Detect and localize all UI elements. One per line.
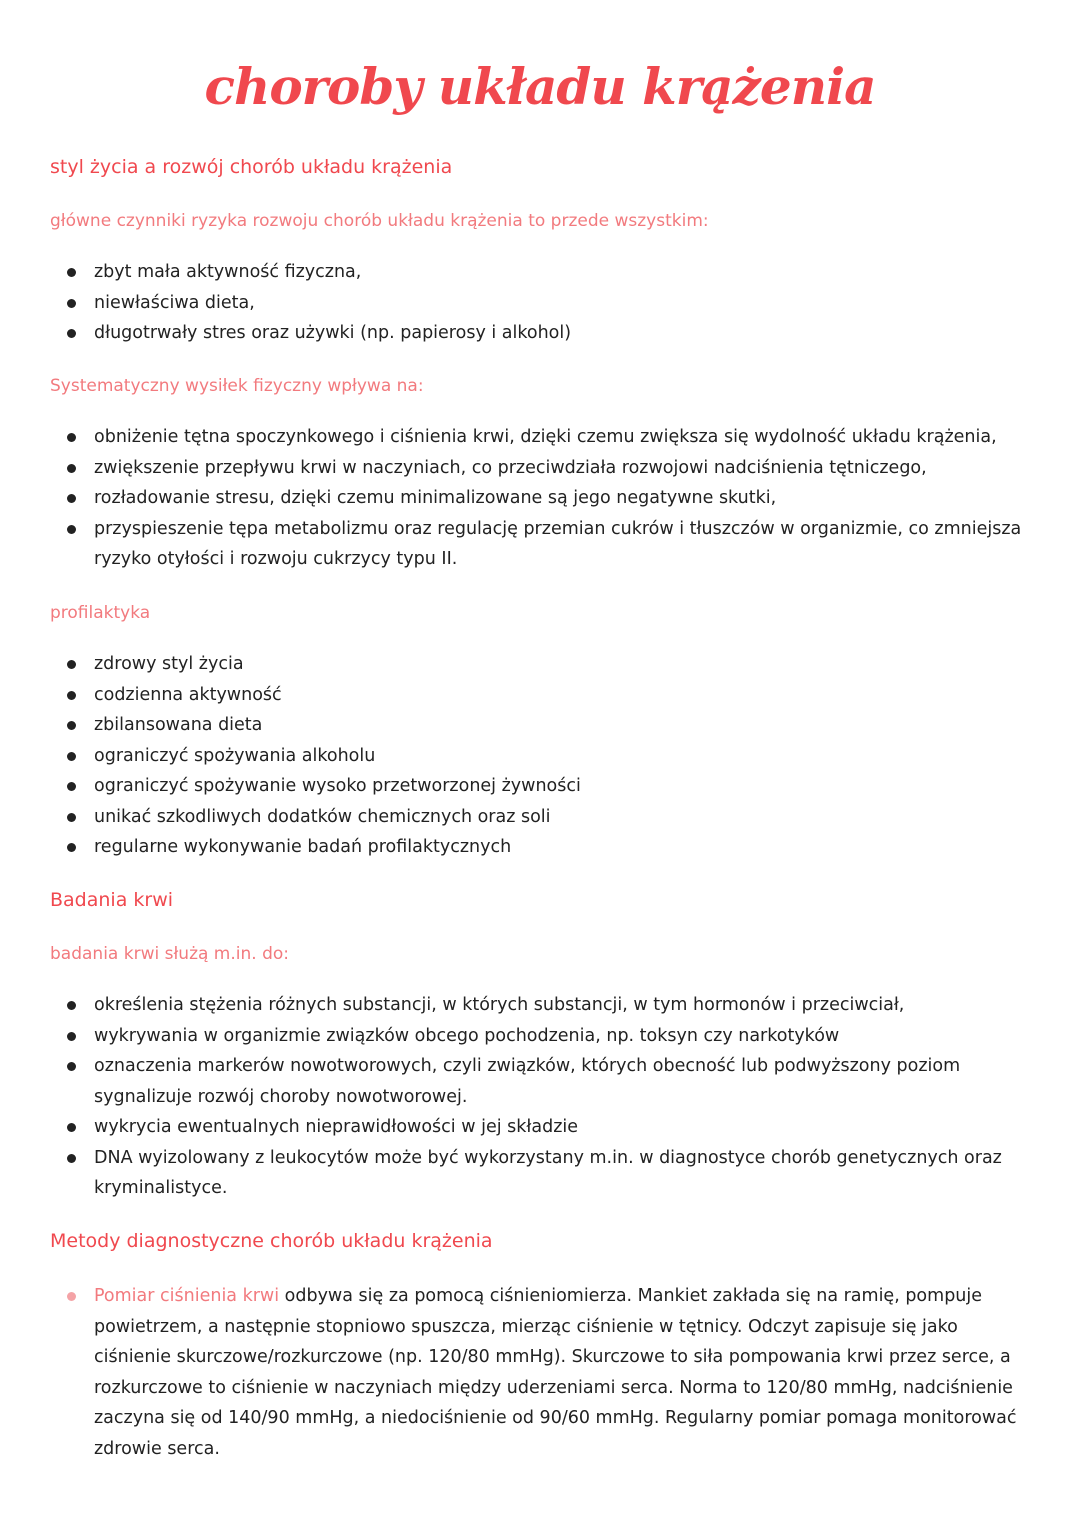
list-item <box>0 710 1024 741</box>
exercise-effects-list <box>0 422 1024 575</box>
bullet-icon <box>67 299 76 308</box>
list-item <box>0 802 1024 833</box>
bullet-icon <box>67 1123 76 1132</box>
section-heading-blood-tests: Badania krwi <box>50 889 174 911</box>
bullet-icon <box>67 1062 76 1071</box>
bullet-icon <box>67 691 76 700</box>
risk-factors-intro: główne czynniki ryzyka rozwoju chorób układu krążenia to przede wszystkim: <box>50 211 709 231</box>
list-item-text: zwiększenie przepływu krwi w naczyniach, co przeciwdziała rozwojowi nadciśnienia tętniczego, <box>94 457 927 478</box>
bullet-icon <box>67 433 76 442</box>
list-item <box>0 257 1024 288</box>
bullet-icon <box>67 660 76 669</box>
bullet-icon <box>67 494 76 503</box>
list-item <box>0 832 1024 863</box>
list-item <box>0 514 1024 575</box>
exercise-intro: Systematyczny wysiłek fizyczny wpływa na: <box>50 376 424 396</box>
list-item-text: niewłaściwa dieta, <box>94 292 255 313</box>
bullet-icon <box>67 268 76 277</box>
list-item <box>0 649 1024 680</box>
list-item <box>0 1281 1024 1464</box>
bullet-icon <box>67 721 76 730</box>
page-title: choroby układu krążenia <box>204 57 876 116</box>
list-item <box>0 453 1024 484</box>
bullet-icon <box>67 1032 76 1041</box>
list-item-text: DNA wyizolowany z leukocytów może być wykorzystany m.in. w diagnostyce chorób genetycznych oraz kryminalistyce. <box>94 1147 1002 1198</box>
list-item-text: rozładowanie stresu, dzięki czemu minimalizowane są jego negatywne skutki, <box>94 488 777 508</box>
prevention-intro: profilaktyka <box>50 603 151 623</box>
list-item-text: ograniczyć spożywania alkoholu <box>94 745 376 766</box>
list-item <box>0 422 1024 453</box>
bullet-icon <box>67 1154 76 1163</box>
list-item <box>0 483 1024 514</box>
list-item-text: zbyt mała aktywność fizyczna, <box>94 262 362 282</box>
list-item <box>0 990 1024 1021</box>
list-item-text: obniżenie tętna spoczynkowego i ciśnienia krwi, dzięki czemu zwiększa się wydolność układu krążenia, <box>94 427 997 447</box>
section-heading-lifestyle: styl życia a rozwój chorób układu krążenia <box>50 156 453 178</box>
list-item-text: przyspieszenie tępa metabolizmu oraz regulację przemian cukrów i tłuszczów w organizmie, co zmniejsza ryzyko otyłości i rozwoju cukrzycy typu II. <box>94 518 1022 569</box>
blood-tests-list <box>0 990 1024 1204</box>
list-item-text: regularne wykonywanie badań profilaktycznych <box>94 837 512 857</box>
list-item-text: codzienna aktywność <box>94 684 282 705</box>
list-item-text: zbilansowana dieta <box>94 715 263 735</box>
list-item <box>0 288 1024 319</box>
highlight-term: Pomiar ciśnienia krwi <box>94 1286 280 1306</box>
risk-factors-list <box>0 257 1024 349</box>
diagnostics-list <box>0 1281 1024 1464</box>
list-item-text: odbywa się za pomocą ciśnieniomierza. Mankiet zakłada się na ramię, pompuje powietrzem, a następnie stopniowo spuszcza, mierząc ciśnienie w tętnicy. Odczyt zapisuje się jako ciśnienie skurczowe/rozkurczowe (np. 120/80 mmHg). Skurczowe to siła pompowania krwi przez serce, a rozkurczowe to ciśnienie w naczyniach między uderzeniami serca. Norma to 120/80 mmHg, nadciśnienie zaczyna się od 140/90 mmHg, a niedociśnienie od 90/60 mmHg. Regularny pomiar pomaga monitorować zdrowie serca. <box>94 1286 1017 1459</box>
bullet-icon <box>67 752 76 761</box>
blood-tests-intro: badania krwi służą m.in. do: <box>50 944 289 964</box>
bullet-icon <box>67 782 76 791</box>
list-item <box>0 1021 1024 1052</box>
bullet-icon <box>67 1292 76 1301</box>
prevention-list <box>0 649 1024 863</box>
bullet-icon <box>67 525 76 534</box>
list-item <box>0 1143 1024 1204</box>
bullet-icon <box>67 464 76 473</box>
list-item-text: długotrwały stres oraz używki (np. papierosy i alkohol) <box>94 323 572 343</box>
bullet-icon <box>67 843 76 852</box>
bullet-icon <box>67 1001 76 1010</box>
list-item-text: zdrowy styl życia <box>94 654 244 674</box>
list-item-text: unikać szkodliwych dodatków chemicznych oraz soli <box>94 806 551 827</box>
list-item <box>0 318 1024 349</box>
bullet-icon <box>67 329 76 338</box>
section-heading-diagnostics: Metody diagnostyczne chorób układu krążenia <box>50 1230 493 1252</box>
list-item <box>0 741 1024 772</box>
list-item <box>0 1112 1024 1143</box>
list-item <box>0 680 1024 711</box>
list-item-text: ograniczyć spożywanie wysoko przetworzonej żywności <box>94 776 581 796</box>
bullet-icon <box>67 813 76 822</box>
list-item-text: określenia stężenia różnych substancji, w których substancji, w tym hormonów i przeciwciał, <box>94 995 905 1015</box>
list-item-text: oznaczenia markerów nowotworowych, czyli związków, których obecność lub podwyższony poziom sygnalizuje rozwój choroby nowotworowej. <box>94 1056 961 1107</box>
list-item <box>0 1051 1024 1112</box>
list-item <box>0 771 1024 802</box>
list-item-text: wykrywania w organizmie związków obcego pochodzenia, np. toksyn czy narkotyków <box>94 1025 840 1046</box>
list-item-text: wykrycia ewentualnych nieprawidłowości w jej składzie <box>94 1117 579 1137</box>
